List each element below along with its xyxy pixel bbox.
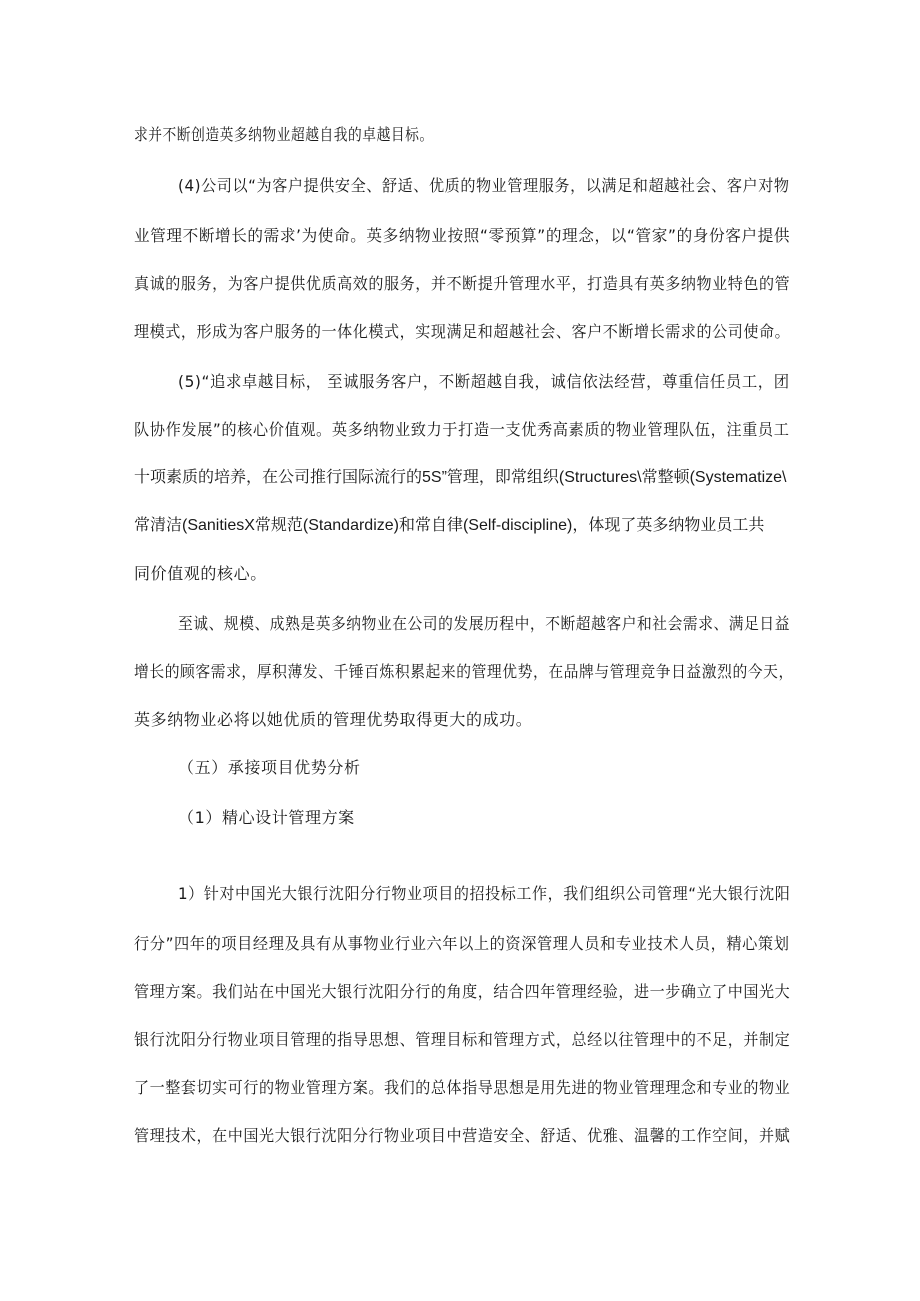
section-heading: （五）承接项目优势分析 xyxy=(178,758,361,777)
text-line: 理模式，形成为客户服务的一体化模式，实现满足和超越社会、客户不断增长需求的公司使命。 xyxy=(134,322,791,341)
text-line: 1）针对中国光大银行沈阳分行物业项目的招投标工作，我们组织公司管理“光大银行沈阳 xyxy=(178,884,791,903)
text-line: 队协作发展”的核心价值观。英多纳物业致力于打造一支优秀高素质的物业管理队伍，注重员工 xyxy=(134,420,790,439)
text-line: (4)公司以“为客户提供安全、舒适、优质的物业管理服务，以满足和超越社会、客户对物 xyxy=(178,176,790,195)
text-line: 求并不断创造英多纳物业超越自我的卓越目标。 xyxy=(134,125,434,144)
text-line: 管理方案。我们站在中国光大银行沈阳分行的角度，结合四年管理经验，进一步确立了中国光大 xyxy=(134,982,791,1001)
text-line: 了一整套切实可行的物业管理方案。我们的总体指导思想是用先进的物业管理理念和专业的物业 xyxy=(134,1078,791,1097)
text-line: 行分”四年的项目经理及具有从事物业行业六年以上的资深管理人员和专业技术人员，精心策划 xyxy=(134,934,790,953)
text-line: 英多纳物业必将以她优质的管理优势取得更大的成功。 xyxy=(134,710,533,729)
text-line: 银行沈阳分行物业项目管理的指导思想、管理目标和管理方式，总经以往管理中的不足，并制定 xyxy=(134,1030,791,1049)
subsection-heading: （1）精心设计管理方案 xyxy=(178,808,355,827)
text-line: 同价值观的核心。 xyxy=(134,564,267,583)
text-line: 管理技术，在中国光大银行沈阳分行物业项目中营造安全、舒适、优雅、温馨的工作空间，并赋 xyxy=(134,1126,791,1145)
text-line: (5)“追求卓越目标， 至诚服务客户，不断超越自我，诚信依法经营，尊重信任员工，团 xyxy=(178,372,790,391)
text-line: 十项素质的培养，在公司推行国际流行的5S”管理，即常组织(Structures\常整顿(Systematize\ xyxy=(134,469,787,486)
text-line: 真诚的服务，为客户提供优质高效的服务，并不断提升管理水平，打造具有英多纳物业特色的管 xyxy=(134,274,791,293)
text-line: 至诚、规模、成熟是英多纳物业在公司的发展历程中，不断超越客户和社会需求、满足日益 xyxy=(178,614,791,633)
text-line: 业管理不断增长的需求’为使命。英多纳物业按照“零预算”的理念，以“管家”的身份客户提供 xyxy=(134,226,791,245)
text-line: 增长的顾客需求，厚积薄发、千锤百炼积累起来的管理优势，在品牌与管理竞争日益激烈的今天， xyxy=(134,662,794,681)
text-line: 常清洁(SanitiesX常规范(Standardize)和常自律(Self-discipline)，体现了英多纳物业员工共 xyxy=(134,517,765,534)
